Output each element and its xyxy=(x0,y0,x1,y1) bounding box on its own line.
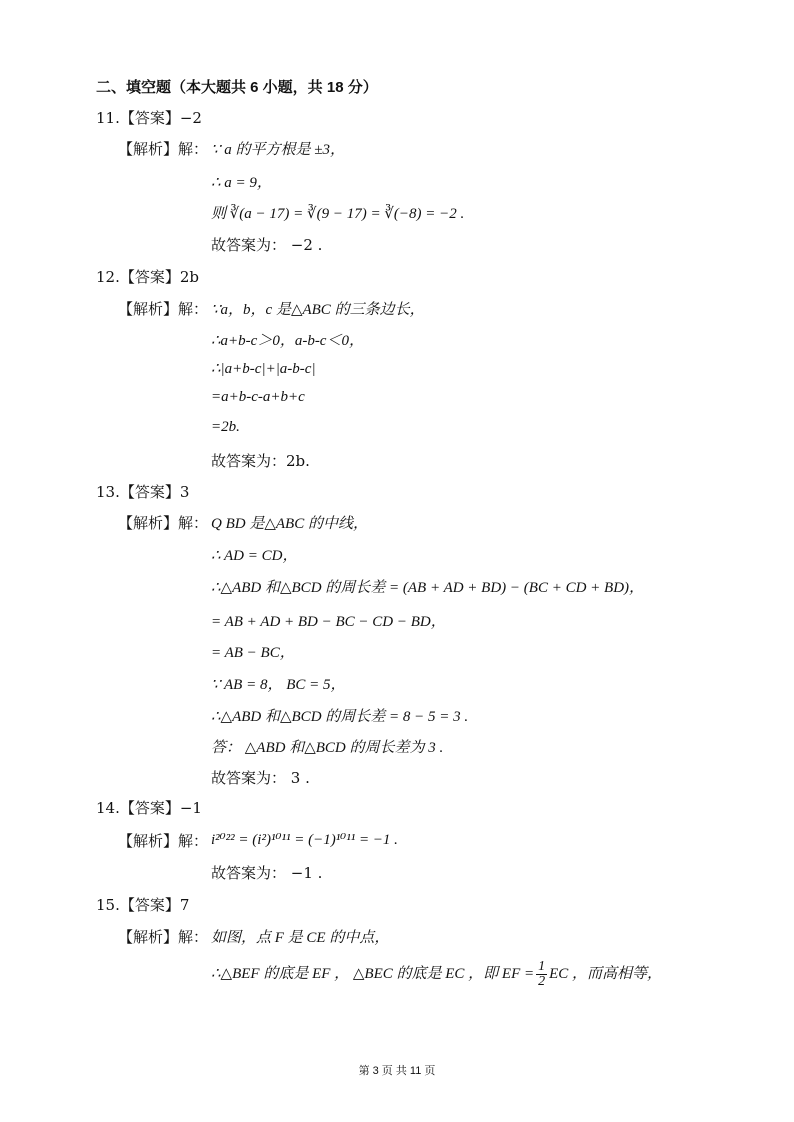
q15-line-2-before: ∴△BEF 的底是 EF ， △BEC 的底是 EC ，即 EF = xyxy=(211,965,535,982)
q12-analysis-label: 【解析】解： xyxy=(118,300,209,318)
q11-line-4: 故答案为： −2 . xyxy=(211,236,323,254)
one-half-fraction xyxy=(536,960,547,989)
q15-line-2 xyxy=(211,960,662,989)
q13-line-4: = AB + AD + BD − BC − CD − BD， xyxy=(211,614,446,630)
page-footer: 第 3 页 共 11 页 xyxy=(358,1065,436,1077)
fraction-numerator: 1 xyxy=(538,959,546,974)
q13-line-9: 故答案为： 3 . xyxy=(211,769,310,787)
q14-line-2: 故答案为： −1 . xyxy=(211,864,323,882)
q12-line-4: =a+b-c-a+b+c xyxy=(211,389,305,405)
q13-analysis-label: 【解析】解： xyxy=(118,514,209,532)
q11-line-1: ∵ a 的平方根是 ±3， xyxy=(211,142,346,158)
q15-line-1: 如图，点 F 是 CE 的中点， xyxy=(211,930,390,946)
q14-analysis-label: 【解析】解： xyxy=(118,832,209,850)
q13-line-7: ∴△ABD 和△BCD 的周长差 = 8 − 5 = 3 . xyxy=(211,709,469,725)
q15-analysis-label: 【解析】解： xyxy=(118,928,209,946)
q13-line-1: Q BD 是△ABC 的中线， xyxy=(211,516,368,532)
q15-answer: 15.【答案】7 xyxy=(96,896,190,914)
q12-line-6: 故答案为：2b. xyxy=(211,452,310,470)
q13-line-3: ∴△ABD 和△BCD 的周长差 = (AB + AD + BD) − (BC + CD + BD)， xyxy=(211,580,645,596)
q13-line-5: = AB − BC， xyxy=(211,645,295,661)
q11-answer: 11.【答案】−2 xyxy=(96,109,202,127)
q14-line-1: i²⁰²² = (i²)¹⁰¹¹ = (−1)¹⁰¹¹ = −1 . xyxy=(211,832,398,848)
q14-answer: 14.【答案】−1 xyxy=(96,799,202,817)
q12-line-2: ∴a+b-c＞0，a-b-c＜0， xyxy=(211,333,364,349)
q13-line-2: ∴ AD = CD， xyxy=(211,548,298,564)
section-heading: 二、填空题（本大题共 6 小题，共 18 分） xyxy=(96,79,378,96)
q12-line-3: ∴|a+b-c|+|a-b-c| xyxy=(211,361,316,377)
q12-line-1: ∵a，b，c 是△ABC 的三条边长， xyxy=(211,302,425,318)
q12-answer: 12.【答案】2b xyxy=(96,268,200,286)
q13-line-6: ∵ AB = 8， BC = 5， xyxy=(211,677,346,693)
fraction-denominator: 2 xyxy=(538,974,546,989)
q12-line-5: =2b. xyxy=(211,419,240,435)
q13-line-8: 答： △ABD 和△BCD 的周长差为 3 . xyxy=(211,740,444,756)
q11-line-3: 则 ∛(a − 17) = ∛(9 − 17) = ∛(−8) = −2 . xyxy=(211,206,465,222)
q15-line-2-after: EC ，而高相等， xyxy=(549,965,663,982)
q11-line-2: ∴ a = 9， xyxy=(211,175,272,191)
q13-answer: 13.【答案】3 xyxy=(96,483,190,501)
q11-analysis-label: 【解析】解： xyxy=(118,140,209,158)
